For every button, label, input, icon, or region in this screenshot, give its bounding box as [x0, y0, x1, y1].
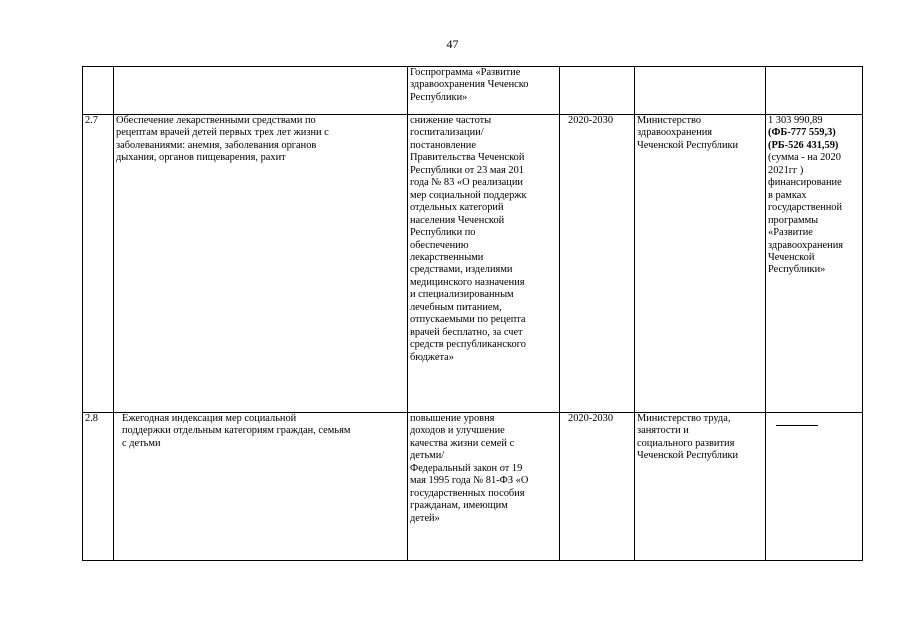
funding-cell [766, 115, 863, 413]
empty-dash [776, 425, 818, 426]
text-line: 2021гг ) [768, 164, 804, 176]
text-line: средств республиканского [410, 339, 526, 351]
funding-cell [766, 67, 863, 115]
row-number: 2.8 [85, 413, 98, 424]
row-number: 2.7 [85, 115, 98, 126]
page-number: 47 [446, 37, 459, 51]
text-line: с детьми [122, 437, 161, 449]
executor-cell [635, 413, 766, 561]
period-cell [560, 413, 635, 561]
text-line: отдельных категорий [410, 202, 504, 214]
text-line: населения Чеченской [410, 214, 505, 226]
row-number-cell [83, 67, 114, 115]
row-number-cell [83, 115, 114, 413]
text-line: Республики» [410, 91, 468, 103]
executor-cell [635, 67, 766, 115]
text-line: (ФБ-777 559,3) [768, 127, 836, 139]
text-line: снижение частоты [410, 115, 492, 126]
measure-cell [114, 413, 408, 561]
executor-cell [635, 115, 766, 413]
text-line: постановление [410, 139, 476, 151]
text-line: здравоохранения [768, 239, 844, 251]
period-cell [560, 115, 635, 413]
table-row [83, 115, 863, 413]
table-row [83, 413, 863, 561]
text-line: мер социальной поддержк [410, 189, 527, 201]
measure-cell [114, 115, 408, 413]
text-line: заболеваниями: анемия, заболевания органов [116, 139, 317, 151]
text-line: социального развития [637, 437, 735, 449]
text-line: гражданам, имеющим [410, 500, 508, 512]
row-number-cell [83, 413, 114, 561]
text-line: качества жизни семей с [410, 437, 515, 449]
text-line: и специализированным [410, 289, 514, 301]
text-line: детей» [410, 512, 440, 524]
text-line: «Развитие [768, 227, 813, 239]
text-line: Республики» [768, 264, 826, 276]
text-line: здравоохранения [637, 127, 713, 139]
period: 2020-2030 [568, 115, 614, 126]
text-line: средствами, изделиями [410, 264, 513, 276]
text-line: Министерство труда, [637, 413, 731, 424]
text-line: года № 83 «О реализации [410, 177, 523, 189]
text-line: доходов и улучшение [410, 425, 505, 437]
text-line: (РБ-526 431,59) [768, 139, 839, 151]
program-table [82, 66, 863, 561]
text-line: детьми/ [410, 450, 445, 462]
text-line: Федеральный закон от 19 [410, 462, 523, 474]
text-line: Республики по [410, 227, 476, 239]
text-line: Ежегодная индексация мер социальной [122, 413, 297, 424]
text-line: здравоохранения Чеченско [410, 79, 529, 91]
result-cell [408, 67, 560, 115]
text-line: государственной [768, 202, 843, 214]
text-line: рецептам врачей детей первых трех лет жизни с [116, 127, 329, 139]
text-line: бюджета» [410, 351, 454, 363]
text-line: Правительства Чеченской [410, 152, 525, 164]
text-line: лекарственными [410, 251, 484, 263]
text-line: медицинского назначения [410, 276, 525, 288]
text-line: в рамках [768, 189, 807, 201]
result-cell [408, 115, 560, 413]
text-line: (сумма - на 2020 [768, 152, 841, 164]
table-row [83, 67, 863, 115]
text-line: повышение уровня [410, 413, 495, 424]
text-line: Республики от 23 мая 201 [410, 164, 524, 176]
text-line: Госпрограмма «Развитие [410, 67, 521, 78]
measure-cell [114, 67, 408, 115]
period-cell [560, 67, 635, 115]
text-line: поддержки отдельным категориям граждан, семьям [122, 425, 351, 437]
text-line: отпускаемыми по рецепта [410, 314, 526, 326]
period [562, 67, 568, 78]
result-cell [408, 413, 560, 561]
text-line: занятости и [637, 425, 689, 437]
funding-cell [766, 413, 863, 561]
text-line: программы [768, 214, 819, 226]
text-line: финансирование [768, 177, 842, 189]
text-line: мая 1995 года № 81-ФЗ «О [410, 475, 529, 487]
text-line: Чеченской Республики [637, 139, 739, 151]
text-line: 1 303 990,89 [768, 115, 823, 126]
text-line: лечебным питанием, [410, 301, 502, 313]
period: 2020-2030 [568, 413, 614, 424]
text-line: обеспечению [410, 239, 469, 251]
text-line: государственных пособия [410, 487, 525, 499]
text-line: госпитализации/ [410, 127, 484, 139]
text-line: Министерство [637, 115, 702, 126]
text-line: врачей бесплатно, за счет [410, 326, 523, 338]
text-line: дыхания, органов пищеварения, рахит [116, 152, 286, 164]
text-line: Чеченской [768, 251, 815, 263]
text-line: Чеченской Республики [637, 450, 739, 462]
text-line: Обеспечение лекарственными средствами по [116, 115, 316, 126]
